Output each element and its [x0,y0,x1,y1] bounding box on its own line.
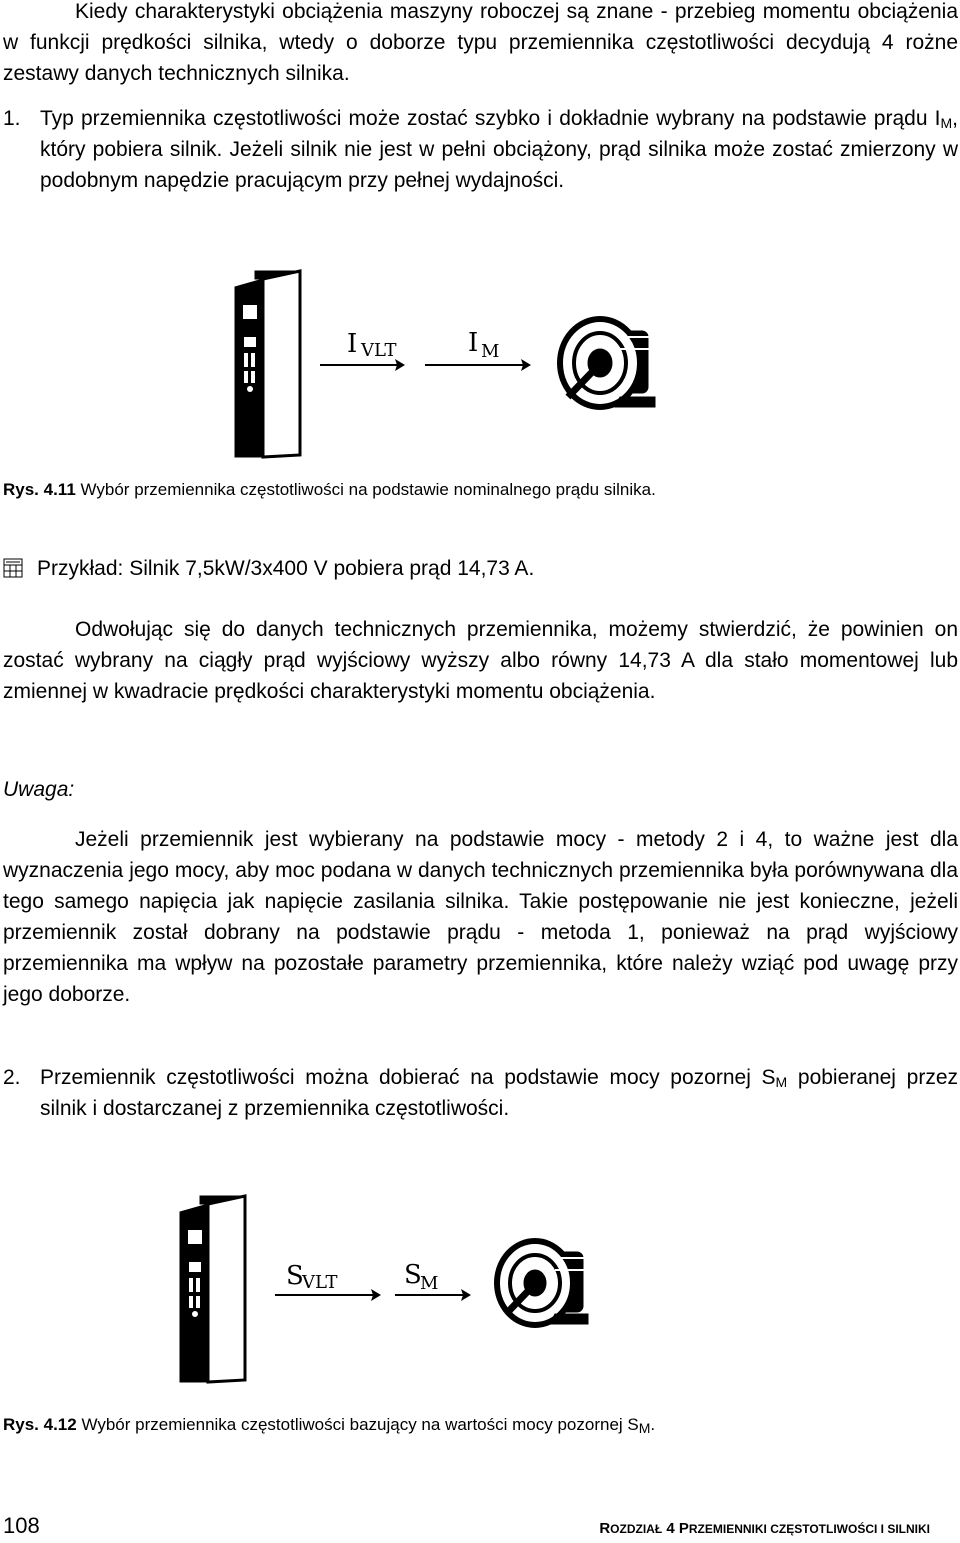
electric-motor-icon [497,1241,588,1325]
list-number: 1. [3,107,21,130]
figure-caption-4-12: Rys. 4.12 Wybór przemiennika częstotliwości bazujący na wartości mocy pozornej $S_M$. [3,1415,656,1436]
electric-motor-icon [560,319,655,407]
list-number: 2. [3,1066,21,1089]
calculator-icon [3,558,23,578]
list-item-2 [3,1062,958,1124]
label-i-m: I [468,328,479,358]
current-arrows [320,328,531,371]
list-item-body: Przemiennik częstotliwości można dobierać na podstawie mocy pozornej $S_M$ pobieranej przez silnik i dostarczanej z przemiennika częstotliwości. [40,1066,958,1120]
svg-text:M: M [420,1273,439,1294]
intro-paragraph: Kiedy charakterystyki obciążenia maszyny roboczej są znane - przebieg momentu obciążenia w funkcji prędkości silnika, wtedy o doborze typu przemiennika częstotliwości decydują 4 rożne zestawy danych technicznych silnika. [3,0,958,85]
frequency-converter-icon [235,271,300,457]
label-s-vlt: S [286,1261,304,1291]
figure-current-diagram [225,265,665,465]
label-s-m: S [404,1260,422,1290]
label-i-vlt: I [347,329,358,359]
figure-power-diagram [170,1190,610,1390]
note-heading: Uwaga: [3,778,75,801]
chapter-footer: ROZDZIAŁ 4 PRZEMIENNIKI CZĘSTOTLIWOŚCI I SILNIKI [599,1520,930,1537]
page-number: 108 [3,1513,40,1538]
example-text: Przykład: Silnik 7,5kW/3x400 V pobiera prąd 14,73 A. [37,557,535,580]
list-item-body: Typ przemiennika częstotliwości może zostać szybko i dokładnie wybrany na podstawie prądu $I_M$, który pobiera silnik. Jeżeli silnik nie jest w pełni obciążony, prąd silnika może zostać zmierzony w podobnym napędzie pracującym przy pełnej wydajności. [40,107,958,192]
list-item-1 [3,103,958,196]
paragraph-example-explanation: Odwołując się do danych technicznych przemiennika, możemy stwierdzić, że powinien on zostać wybrany na ciągły prąd wyjściowy wyższy albo równy 14,73 A dla stało momentowej lub zmiennej w kwadracie prędkości charakterystyki momentu obciążenia. [3,618,958,703]
note-paragraph: Jeżeli przemiennik jest wybierany na podstawie mocy - metody 2 i 4, to ważne jest dla wyznaczenia jego mocy, aby moc podana w danych technicznych przemiennika była porównywana dla tego samego napięcia jak napięcie zasilania silnika. Takie postępowanie nie jest konieczne, jeżeli przemiennik został dobrany na podstawie prądu - metoda 1, ponieważ na prąd wyjściowy przemiennika ma wpływ na pozostałe parametry przemiennika, które należy wziąć pod uwagę przy jego doborze. [3,828,958,1006]
frequency-converter-icon [180,1196,245,1382]
power-arrows [275,1260,471,1301]
example-line [3,554,534,584]
svg-text:M: M [481,341,500,362]
svg-text:VLT: VLT [302,1272,338,1293]
svg-text:VLT: VLT [361,340,397,361]
figure-caption-4-11: Rys. 4.11 Wybór przemiennika częstotliwości na podstawie nominalnego prądu silnika. [3,480,656,499]
